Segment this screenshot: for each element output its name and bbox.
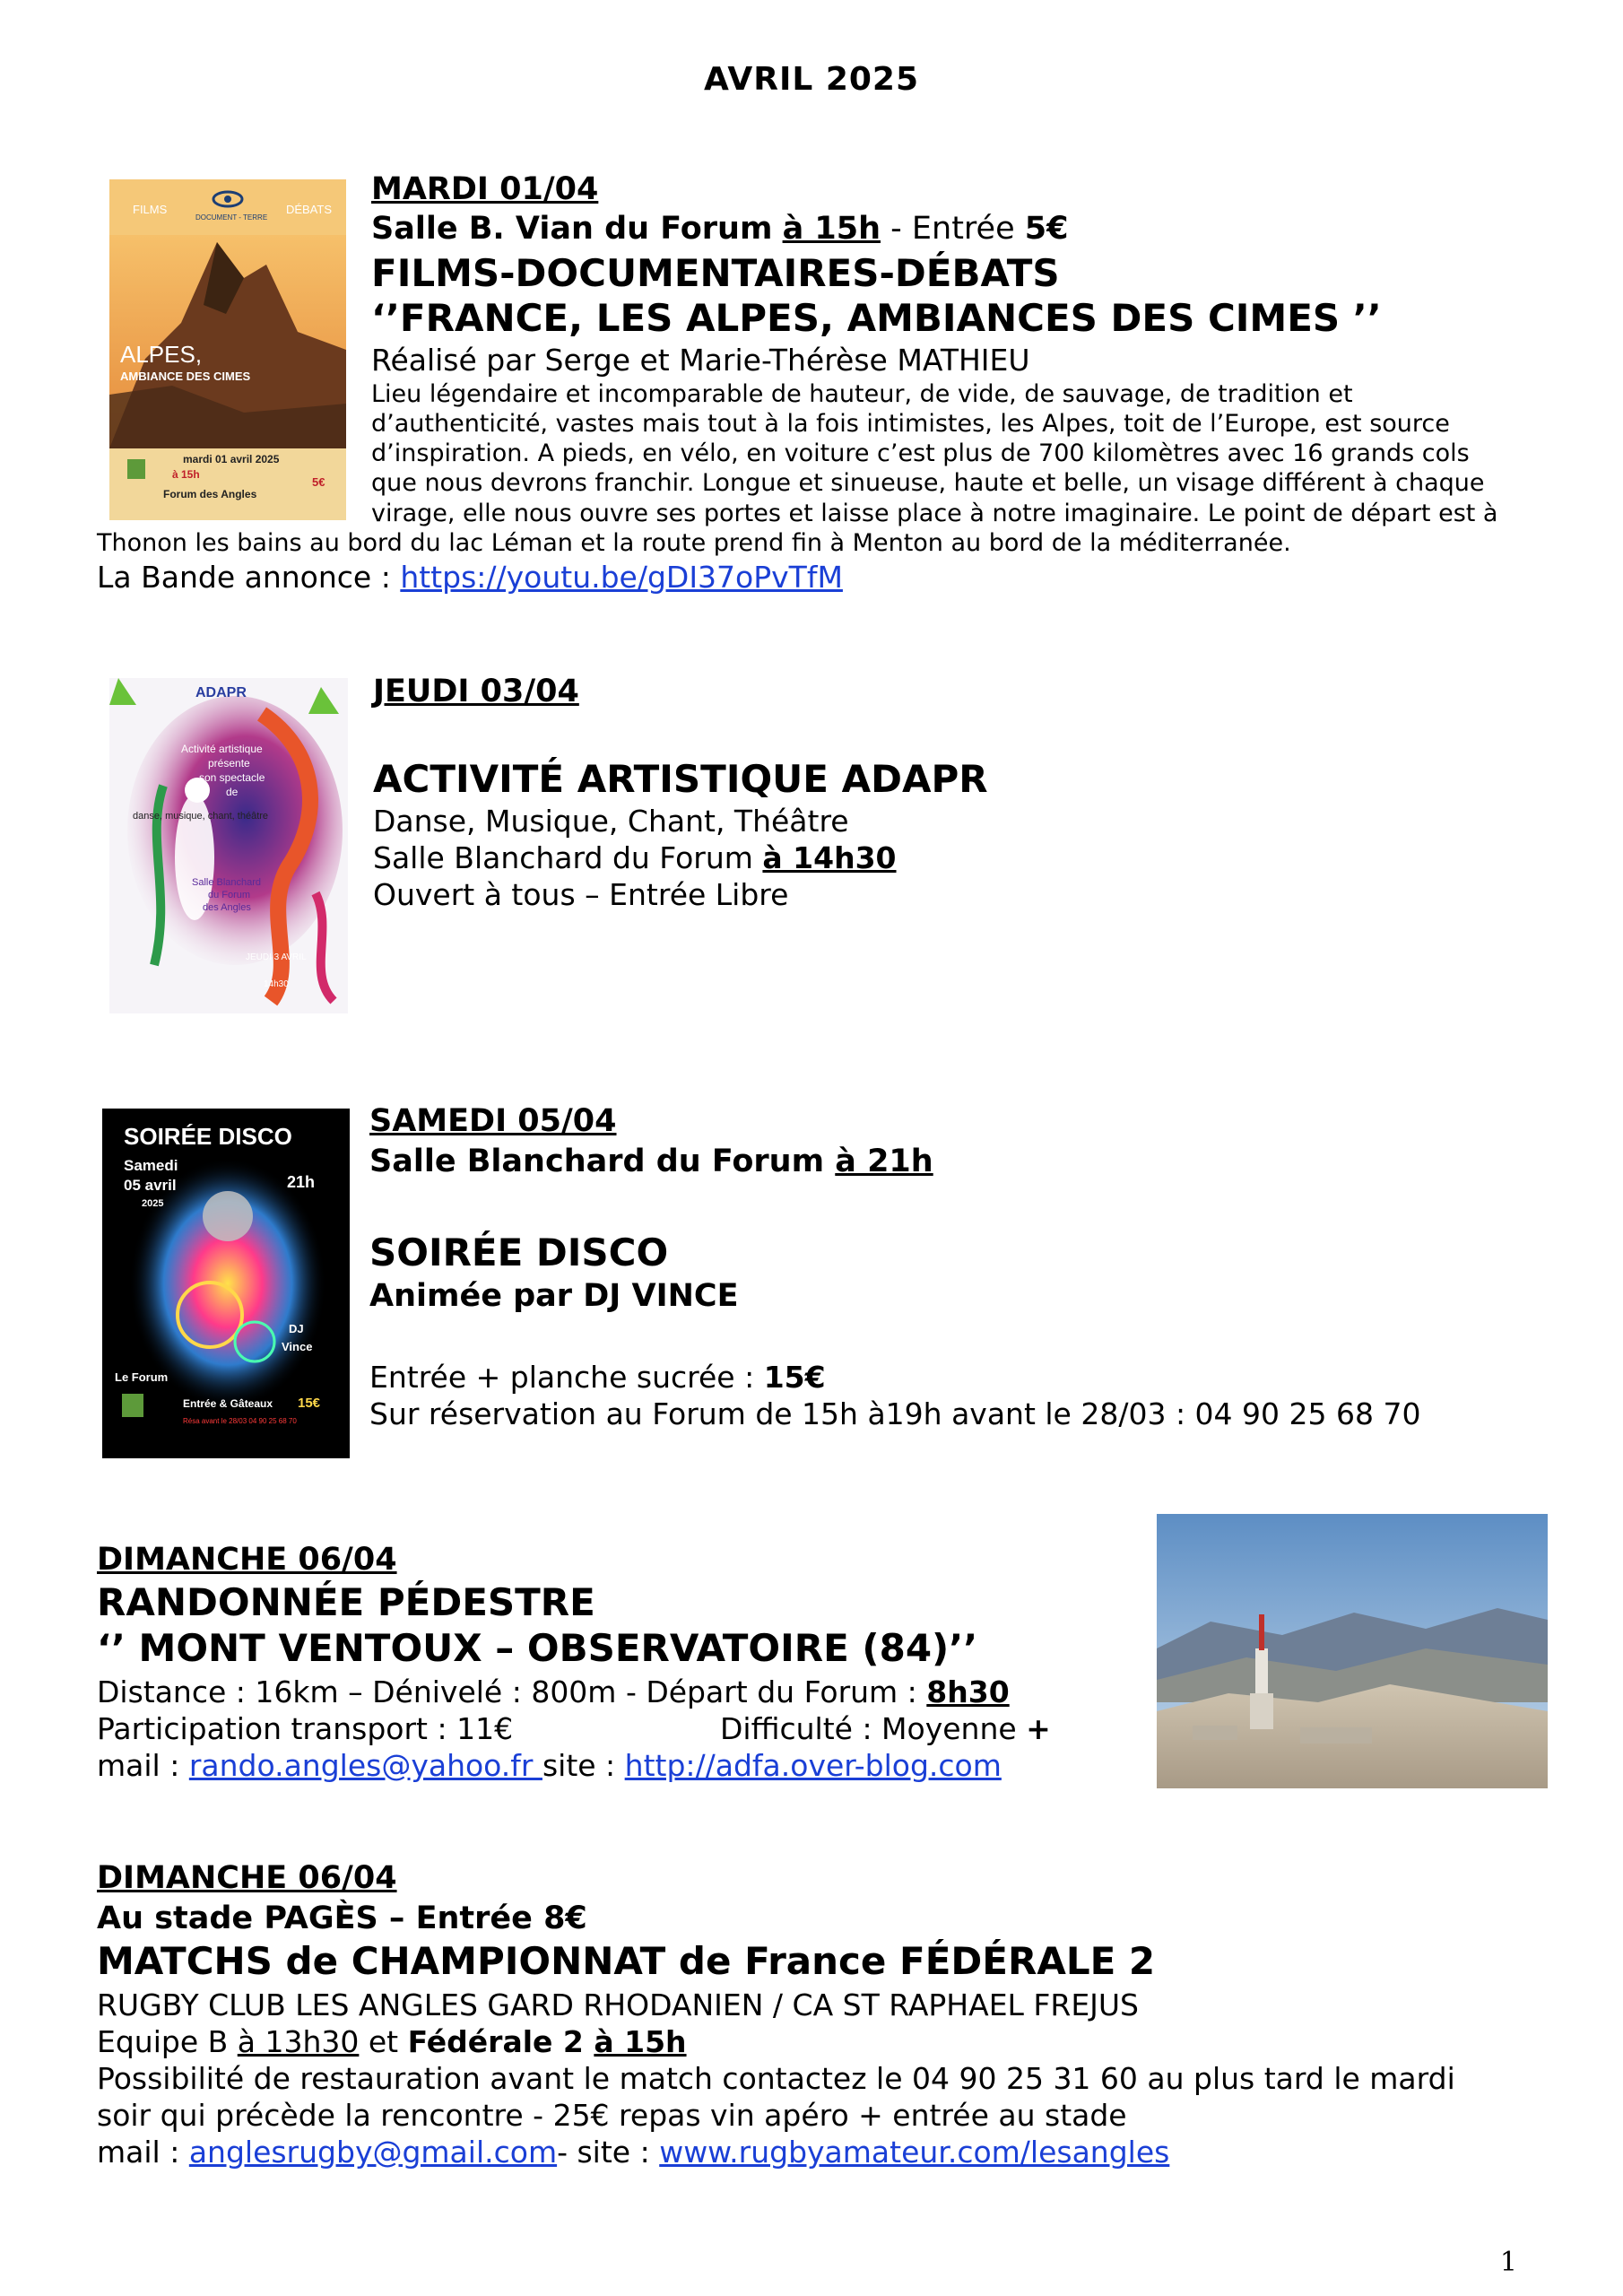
event1-venue-line bbox=[371, 212, 1068, 247]
event1-venue: Salle B. Vian du Forum bbox=[371, 211, 773, 247]
event5-schedule-line bbox=[97, 2026, 687, 2058]
event5-resto-line-1: Possibilité de restauration avant le match contactez le 04 90 25 31 60 au plus tard le mardi bbox=[97, 2061, 1455, 2096]
event5-contact-line bbox=[97, 2136, 1169, 2169]
event4-site-label: site : bbox=[542, 1748, 625, 1783]
disco-poster-image bbox=[102, 1109, 350, 1458]
mont-ventoux-photo bbox=[1157, 1514, 1548, 1788]
event1-desc-line-6: Thonon les bains au bord du lac Léman et la route prend fin à Menton au bord de la méditerranée. bbox=[97, 529, 1291, 557]
event4-transport: Participation transport : 11€ bbox=[97, 1711, 514, 1746]
event1-trailer-link[interactable]: https://youtu.be/gDI37oPvTfM bbox=[400, 560, 843, 595]
event1-desc-line-4: que nous devrons franchir. Longue et sinueuse, haute et belle, un visage différent à chaque bbox=[371, 469, 1485, 497]
event4-details: Distance : 16km – Dénivelé : 800m - Départ du Forum : bbox=[97, 1674, 927, 1709]
event5-mail-link[interactable]: anglesrugby@gmail.com bbox=[188, 2135, 558, 2170]
event2-venue-line bbox=[373, 842, 897, 874]
event1-entry-sep: - Entrée bbox=[881, 211, 1025, 247]
page-title: AVRIL 2025 bbox=[703, 61, 920, 98]
poster-films-tag: FILMS bbox=[133, 203, 168, 216]
event2-date: JEUDI 03/04 bbox=[373, 674, 579, 709]
disco-poster-dj: DJ bbox=[289, 1322, 304, 1335]
event3-price-line bbox=[369, 1361, 826, 1394]
event1-desc-line-2: d’authenticité, vastes mais tout à la fois intimistes, les Alpes, toit de l’Europe, est source bbox=[371, 410, 1450, 438]
poster-price: 5€ bbox=[312, 475, 325, 489]
event1-author: Réalisé par Serge et Marie-Thérèse MATHIEU bbox=[371, 343, 1030, 378]
poster-subtitle: AMBIANCE DES CIMES bbox=[120, 370, 251, 383]
adapr-poster-org: ADAPR bbox=[195, 685, 247, 700]
event5-mail-label: mail : bbox=[97, 2135, 189, 2170]
adapr-poster-line4: de bbox=[226, 786, 239, 798]
adapr-poster-line8: des Angles bbox=[203, 902, 251, 913]
event3-price: 15€ bbox=[763, 1360, 826, 1395]
page-number: 1 bbox=[1499, 2247, 1517, 2278]
event5-site-link[interactable]: www.rugbyamateur.com/lesangles bbox=[659, 2135, 1170, 2170]
event2-disciplines: Danse, Musique, Chant, Théâtre bbox=[373, 804, 849, 839]
event4-time: 8h30 bbox=[926, 1674, 1010, 1709]
event4-contact-line bbox=[97, 1750, 1002, 1782]
event1-desc-line-3: d’inspiration. A pieds, en vélo, en voiture c’est plus de 700 kilomètres avec 16 grands cols bbox=[371, 439, 1470, 467]
adapr-poster-line1: Activité artistique bbox=[181, 743, 263, 755]
adapr-poster-line2: présente bbox=[208, 757, 250, 770]
adapr-poster-line5: danse, musique, chant, théâtre bbox=[133, 811, 269, 822]
disco-poster-offer: Entrée & Gâteaux bbox=[183, 1397, 273, 1410]
adapr-poster-line6: Salle Blanchard bbox=[192, 877, 262, 888]
disco-poster-resa: Résa avant le 28/03 04 90 25 68 70 bbox=[183, 1417, 297, 1425]
event5-resto-line-2: soir qui précède la rencontre - 25€ repas vin apéro + entrée au stade bbox=[97, 2098, 1127, 2133]
adapr-poster-time: 14h30 bbox=[264, 979, 289, 989]
event5-date: DIMANCHE 06/04 bbox=[97, 1860, 397, 1896]
adapr-poster-line3: son spectacle bbox=[199, 771, 265, 784]
event1-date: MARDI 01/04 bbox=[371, 171, 599, 207]
event1-trailer-line bbox=[97, 561, 843, 594]
event4-difficulty-plus: + bbox=[1026, 1711, 1051, 1746]
poster-debats-tag: DÉBATS bbox=[285, 203, 332, 216]
event2-access: Ouvert à tous – Entrée Libre bbox=[373, 877, 789, 912]
event3-reservation: Sur réservation au Forum de 15h à19h avant le 28/03 : 04 90 25 68 70 bbox=[369, 1396, 1421, 1431]
poster-title: ALPES, bbox=[120, 341, 203, 368]
disco-poster-date: 05 avril bbox=[124, 1177, 177, 1194]
event1-trailer-label: La Bande annonce : bbox=[97, 560, 401, 595]
event5-title: MATCHS de CHAMPIONNAT de France FÉDÉRALE 2 bbox=[97, 1939, 1156, 1983]
poster-place: Forum des Angles bbox=[163, 488, 257, 500]
event5-teamb-time: à 13h30 bbox=[237, 2024, 360, 2059]
event3-date: SAMEDI 05/04 bbox=[369, 1103, 617, 1139]
mont-ventoux-landscape bbox=[1157, 1514, 1548, 1788]
event2-time: à 14h30 bbox=[762, 840, 897, 875]
event1-time: à 15h bbox=[782, 211, 881, 247]
event5-teamb-label: Equipe B bbox=[97, 2024, 238, 2059]
event5-site-label: - site : bbox=[557, 2135, 660, 2170]
disco-poster-price: 15€ bbox=[298, 1396, 321, 1411]
event5-teamb-sep: et bbox=[359, 2024, 408, 2059]
poster-time: à 15h bbox=[172, 468, 200, 481]
event3-price-label: Entrée + planche sucrée : bbox=[369, 1360, 764, 1395]
poster-logo-text: DOCUMENT - TERRE bbox=[195, 213, 268, 222]
disco-poster-dj-name: Vince bbox=[282, 1340, 313, 1353]
disco-poster-year: 2025 bbox=[142, 1198, 164, 1209]
alpes-poster-image bbox=[109, 179, 346, 520]
event4-difficulty: Difficulté : Moyenne bbox=[720, 1711, 1027, 1746]
event5-fed-time: à 15h bbox=[594, 2024, 687, 2059]
event2-title: ACTIVITÉ ARTISTIQUE ADAPR bbox=[373, 757, 988, 801]
event3-title: SOIRÉE DISCO bbox=[369, 1231, 669, 1274]
adapr-poster-art bbox=[109, 678, 348, 1013]
event4-mail-label: mail : bbox=[97, 1748, 189, 1783]
event5-teams: RUGBY CLUB LES ANGLES GARD RHODANIEN / CA ST RAPHAEL FREJUS bbox=[97, 1987, 1140, 2022]
event1-price: 5€ bbox=[1024, 211, 1069, 247]
adapr-poster-date: JEUDI 3 AVRIL bbox=[246, 952, 307, 962]
event2-venue: Salle Blanchard du Forum bbox=[373, 840, 763, 875]
disco-poster-day: Samedi bbox=[124, 1157, 178, 1174]
event4-date: DIMANCHE 06/04 bbox=[97, 1542, 397, 1578]
event4-site-link[interactable]: http://adfa.over-blog.com bbox=[624, 1748, 1002, 1783]
event4-mail-link[interactable]: rando.angles@yahoo.fr bbox=[188, 1748, 542, 1783]
event1-title: ‘’FRANCE, LES ALPES, AMBIANCES DES CIMES ’’ bbox=[371, 296, 1382, 340]
event1-desc-line-5: virage, elle nous ouvre ses portes et laisse place à notre imaginaire. Le point de départ est à bbox=[371, 500, 1498, 527]
event4-type: RANDONNÉE PÉDESTRE bbox=[97, 1580, 595, 1624]
event4-difficulty-line bbox=[720, 1713, 1051, 1745]
event3-venue-line bbox=[369, 1144, 933, 1179]
disco-poster-time: 21h bbox=[287, 1173, 316, 1191]
event3-time: à 21h bbox=[835, 1144, 933, 1179]
adapr-poster-image bbox=[109, 678, 348, 1013]
disco-poster-title: SOIRÉE DISCO bbox=[124, 1123, 292, 1150]
event1-desc-line-1: Lieu légendaire et incomparable de hauteur, de vide, de sauvage, de tradition et bbox=[371, 380, 1353, 408]
event5-fed-label: Fédérale 2 bbox=[407, 2024, 595, 2059]
event4-title: ‘’ MONT VENTOUX – OBSERVATOIRE (84)’’ bbox=[97, 1626, 978, 1670]
event1-type: FILMS-DOCUMENTAIRES-DÉBATS bbox=[371, 251, 1060, 295]
event5-venue: Au stade PAGÈS – Entrée 8€ bbox=[97, 1900, 587, 1936]
disco-poster-place: Le Forum bbox=[115, 1370, 169, 1384]
poster-date: mardi 01 avril 2025 bbox=[183, 453, 280, 465]
event3-venue: Salle Blanchard du Forum bbox=[369, 1144, 836, 1179]
event3-subtitle: Animée par DJ VINCE bbox=[369, 1278, 739, 1314]
event4-details-line bbox=[97, 1676, 1010, 1709]
adapr-poster-line7: du Forum bbox=[208, 890, 251, 900]
